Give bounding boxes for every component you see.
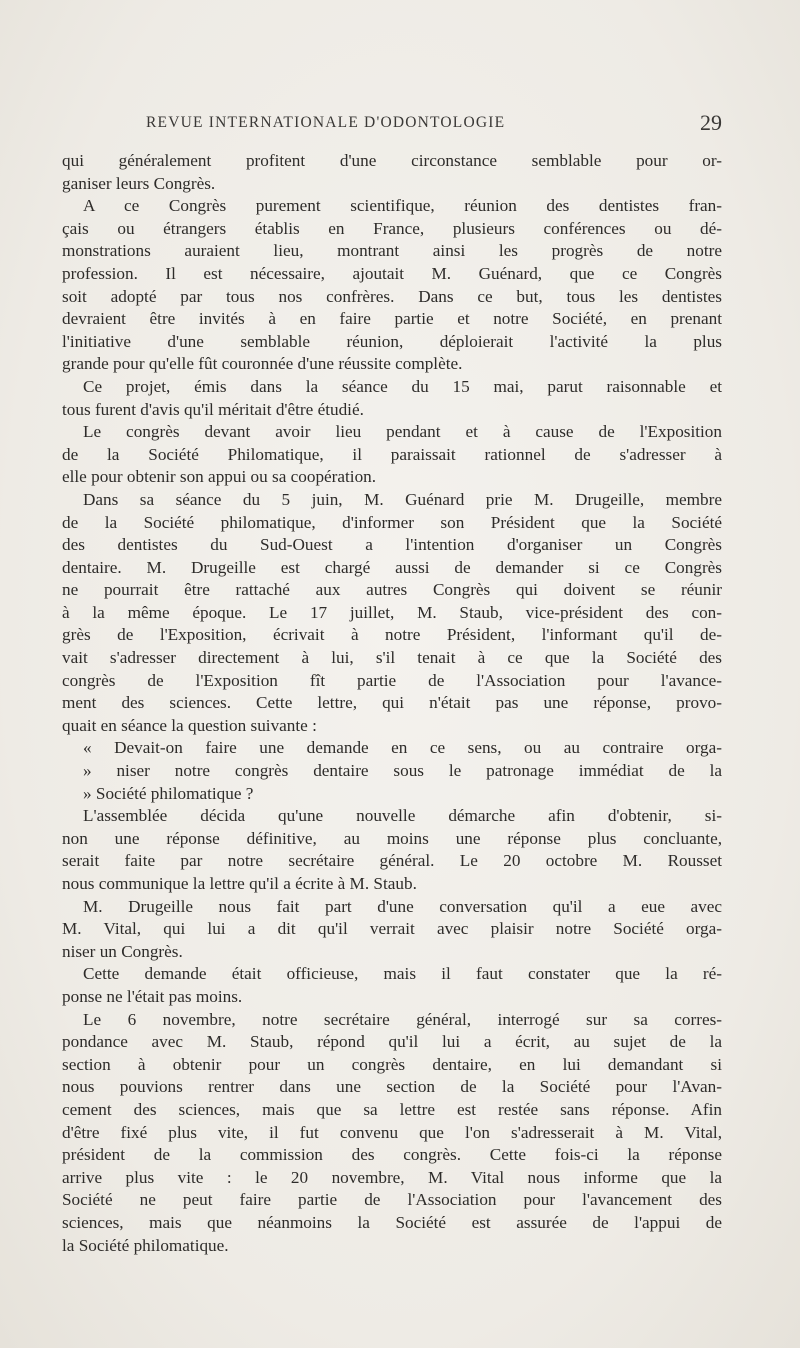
text-line: président de la commission des congrès. Cette fois-ci la réponse xyxy=(62,1145,722,1165)
text-line: d'être fixé plus vite, il fut convenu que l'on s'adresserait à M. Vital, xyxy=(62,1122,722,1142)
text-line: » niser notre congrès dentaire sous le patronage immédiat de la xyxy=(83,761,722,781)
page-header xyxy=(62,112,722,138)
text-line: Le 6 novembre, notre secrétaire général, interrogé sur sa corres- xyxy=(83,1009,722,1029)
text-line: » Société philomatique ? xyxy=(83,783,254,803)
text-line: dentaire. M. Drugeille est chargé aussi de demander si ce Congrès xyxy=(62,557,722,577)
text-line: nous pouvions rentrer dans une section de la Société pour l'Avan- xyxy=(62,1077,722,1097)
text-line: Société ne peut faire partie de l'Association pour l'avancement des xyxy=(62,1190,722,1210)
page-number: 29 xyxy=(700,110,722,135)
text-line: de la Société Philomatique, il paraissait rationnel de s'adresser à xyxy=(62,444,722,464)
text-line: à la même époque. Le 17 juillet, M. Staub, vice-président des con- xyxy=(62,602,722,622)
text-line: soit adopté par tous nos confrères. Dans ce but, tous les dentistes xyxy=(62,286,722,306)
text-line: pondance avec M. Staub, répond qu'il lui a écrit, au sujet de la xyxy=(62,1032,722,1052)
text-line: ganiser leurs Congrès. xyxy=(62,173,216,193)
text-line: serait faite par notre secrétaire général. Le 20 octobre M. Rousset xyxy=(62,851,722,871)
body-text xyxy=(62,150,722,1257)
text-line: devraient être invités à en faire partie et notre Société, en prenant xyxy=(62,309,722,329)
text-line: quait en séance la question suivante : xyxy=(62,715,317,735)
text-line: l'initiative d'une semblable réunion, déploierait l'activité la plus xyxy=(62,331,722,351)
text-line: section à obtenir pour un congrès dentaire, en lui demandant si xyxy=(62,1054,722,1074)
text-line: L'assemblée décida qu'une nouvelle démarche afin d'obtenir, si- xyxy=(83,806,722,826)
running-title: REVUE INTERNATIONALE D'ODONTOLOGIE xyxy=(146,114,506,131)
text-line: ment des sciences. Cette lettre, qui n'était pas une réponse, provo- xyxy=(62,693,722,713)
text-line: ponse ne l'était pas moins. xyxy=(62,986,243,1006)
text-line: çais ou étrangers établis en France, plusieurs conférences ou dé- xyxy=(62,218,722,238)
text-line: arrive plus vite : le 20 novembre, M. Vital nous informe que la xyxy=(62,1167,722,1187)
text-line: la Société philomatique. xyxy=(62,1235,229,1255)
text-line: congrès de l'Exposition fît partie de l'Association pour l'avance- xyxy=(62,670,722,690)
text-line: vait s'adresser directement à lui, s'il tenait à ce que la Société des xyxy=(62,648,722,668)
text-line: elle pour obtenir son appui ou sa coopération. xyxy=(62,467,377,487)
text-line: « Devait-on faire une demande en ce sens, ou au contraire orga- xyxy=(83,738,722,758)
text-line: Dans sa séance du 5 juin, M. Guénard prie M. Drugeille, membre xyxy=(83,489,722,509)
text-line: profession. Il est nécessaire, ajoutait M. Guénard, que ce Congrès xyxy=(62,263,722,283)
text-line: qui généralement profitent d'une circonstance semblable pour or- xyxy=(62,151,722,170)
text-line: Ce projet, émis dans la séance du 15 mai, parut raisonnable et xyxy=(83,376,722,396)
text-line: nous communique la lettre qu'il a écrite à M. Staub. xyxy=(62,874,417,893)
text-line: non une réponse définitive, au moins une réponse plus concluante, xyxy=(62,828,722,848)
text-line: M. Drugeille nous fait part d'une conversation qu'il a eue avec xyxy=(83,896,722,916)
text-line: tous furent d'avis qu'il méritait d'être étudié. xyxy=(62,399,364,419)
text-line: grès de l'Exposition, écrivait à notre Président, l'informant qu'il de- xyxy=(62,625,722,645)
text-line: grande pour qu'elle fût couronnée d'une réussite complète. xyxy=(62,354,463,374)
text-line: M. Vital, qui lui a dit qu'il verrait avec plaisir notre Société orga- xyxy=(62,919,722,939)
text-line: Cette demande était officieuse, mais il faut constater que la ré- xyxy=(83,964,722,984)
text-line: sciences, mais que néanmoins la Société est assurée de l'appui de xyxy=(62,1212,722,1232)
text-line: niser un Congrès. xyxy=(62,941,183,961)
text-line: de la Société philomatique, d'informer son Président que la Société xyxy=(62,512,722,532)
text-line: des dentistes du Sud-Ouest a l'intention d'organiser un Congrès xyxy=(62,535,722,555)
text-line: A ce Congrès purement scientifique, réunion des dentistes fran- xyxy=(83,196,722,216)
text-line: cement des sciences, mais que sa lettre est restée sans réponse. Afin xyxy=(62,1099,722,1119)
text-line: Le congrès devant avoir lieu pendant et à cause de l'Exposition xyxy=(83,422,722,442)
text-line: ne pourrait être rattaché aux autres Congrès qui doivent se réunir xyxy=(62,580,722,600)
text-line: monstrations auraient lieu, montrant ainsi les progrès de notre xyxy=(62,241,722,261)
